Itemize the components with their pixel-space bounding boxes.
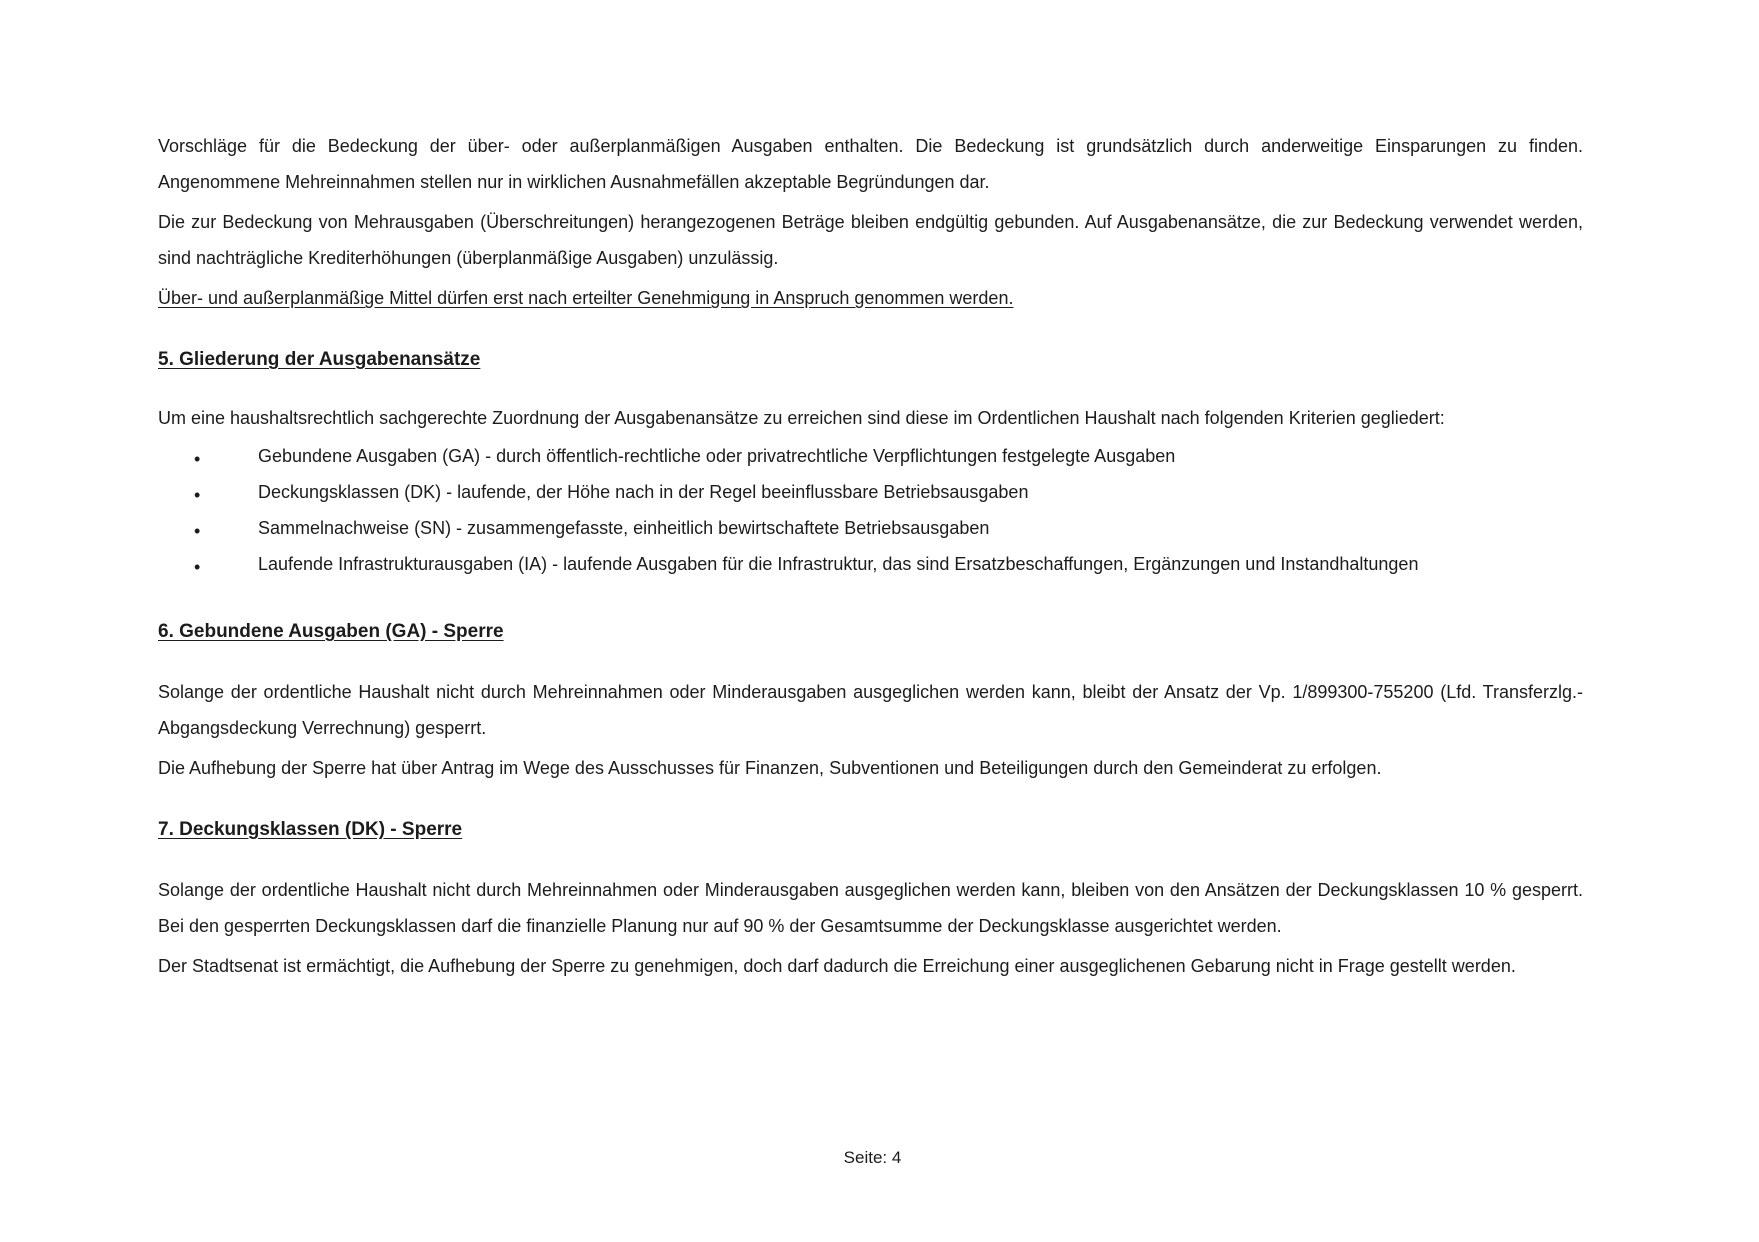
bullet-icon: • [194, 485, 201, 505]
section-5-bullet-list [158, 438, 1583, 582]
section-6-paragraph-aufhebung: Die Aufhebung der Sperre hat über Antrag im Wege des Ausschusses für Finanzen, Subventionen und Beteiligungen durch den Gemeinderat zu erfolgen. [158, 758, 1382, 778]
bullet-icon: • [194, 557, 201, 577]
page-number: Seite: 4 [843, 1148, 902, 1167]
section-6-paragraph-sperre: Solange der ordentliche Haushalt nicht durch Mehreinnahmen oder Minderausgaben ausgeglichen werden kann, bleibt der Ansatz der Vp. 1/899300-755200 (Lfd. Transferzlg.-Abgangsdeckung Verrechnung) gesperrt. [158, 682, 1583, 738]
list-item [158, 474, 1583, 510]
paragraph-bedeckung-gebunden: Die zur Bedeckung von Mehrausgaben (Überschreitungen) herangezogenen Beträge bleiben endgültig gebunden. Auf Ausgabenansätze, die zur Bedeckung verwendet werden, sind nachträgliche Krediterhöhungen (überplanmäßige Ausgaben) unzulässig. [158, 212, 1583, 268]
list-item [158, 438, 1583, 474]
section-5-heading: 5. Gliederung der Ausgabenansätze [158, 349, 481, 370]
section-5-intro: Um eine haushaltsrechtlich sachgerechte Zuordnung der Ausgabenansätze zu erreichen sind diese im Ordentlichen Haushalt nach folgenden Kriterien gegliedert: [158, 408, 1445, 428]
paragraph-genehmigung-hinweis: Über- und außerplanmäßige Mittel dürfen erst nach erteilter Genehmigung in Anspruch genommen werden. [158, 288, 1014, 308]
list-item-text: Sammelnachweise (SN) - zusammengefasste, einheitlich bewirtschaftete Betriebsausgaben [258, 518, 990, 538]
list-item-text: Deckungsklassen (DK) - laufende, der Höhe nach in der Regel beeinflussbare Betriebsausgaben [258, 482, 1029, 502]
list-item [158, 510, 1583, 546]
list-item [158, 546, 1583, 582]
section-6-heading: 6. Gebundene Ausgaben (GA) - Sperre [158, 621, 504, 642]
bullet-icon: • [194, 449, 201, 469]
list-item-text: Gebundene Ausgaben (GA) - durch öffentlich-rechtliche oder privatrechtliche Verpflichtungen festgelegte Ausgaben [258, 446, 1176, 466]
paragraph-bedeckung-vorschlaege: Vorschläge für die Bedeckung der über- oder außerplanmäßigen Ausgaben enthalten. Die Bedeckung ist grundsätzlich durch anderweitige Einsparungen zu finden. Angenommene Mehreinnahmen stellen nur in wirklichen Ausnahmefällen akzeptable Begründungen dar. [158, 136, 1583, 192]
section-7-heading: 7. Deckungsklassen (DK) - Sperre [158, 819, 463, 840]
document-page [158, 128, 1583, 984]
bullet-icon: • [194, 521, 201, 541]
section-7-paragraph-sperre: Solange der ordentliche Haushalt nicht durch Mehreinnahmen oder Minderausgaben ausgeglichen werden kann, bleiben von den Ansätzen der Deckungsklassen 10 % gesperrt. Bei den gesperrten Deckungsklassen darf die finanzielle Planung nur auf 90 % der Gesamtsumme der Deckungsklasse ausgerichtet werden. [158, 880, 1583, 936]
list-item-text: Laufende Infrastrukturausgaben (IA) - laufende Ausgaben für die Infrastruktur, das sind Ersatzbeschaffungen, Ergänzungen und Instandhaltungen [258, 554, 1419, 574]
section-7-paragraph-stadtsenat: Der Stadtsenat ist ermächtigt, die Aufhebung der Sperre zu genehmigen, doch darf dadurch die Erreichung einer ausgeglichenen Gebarung nicht in Frage gestellt werden. [158, 956, 1516, 976]
